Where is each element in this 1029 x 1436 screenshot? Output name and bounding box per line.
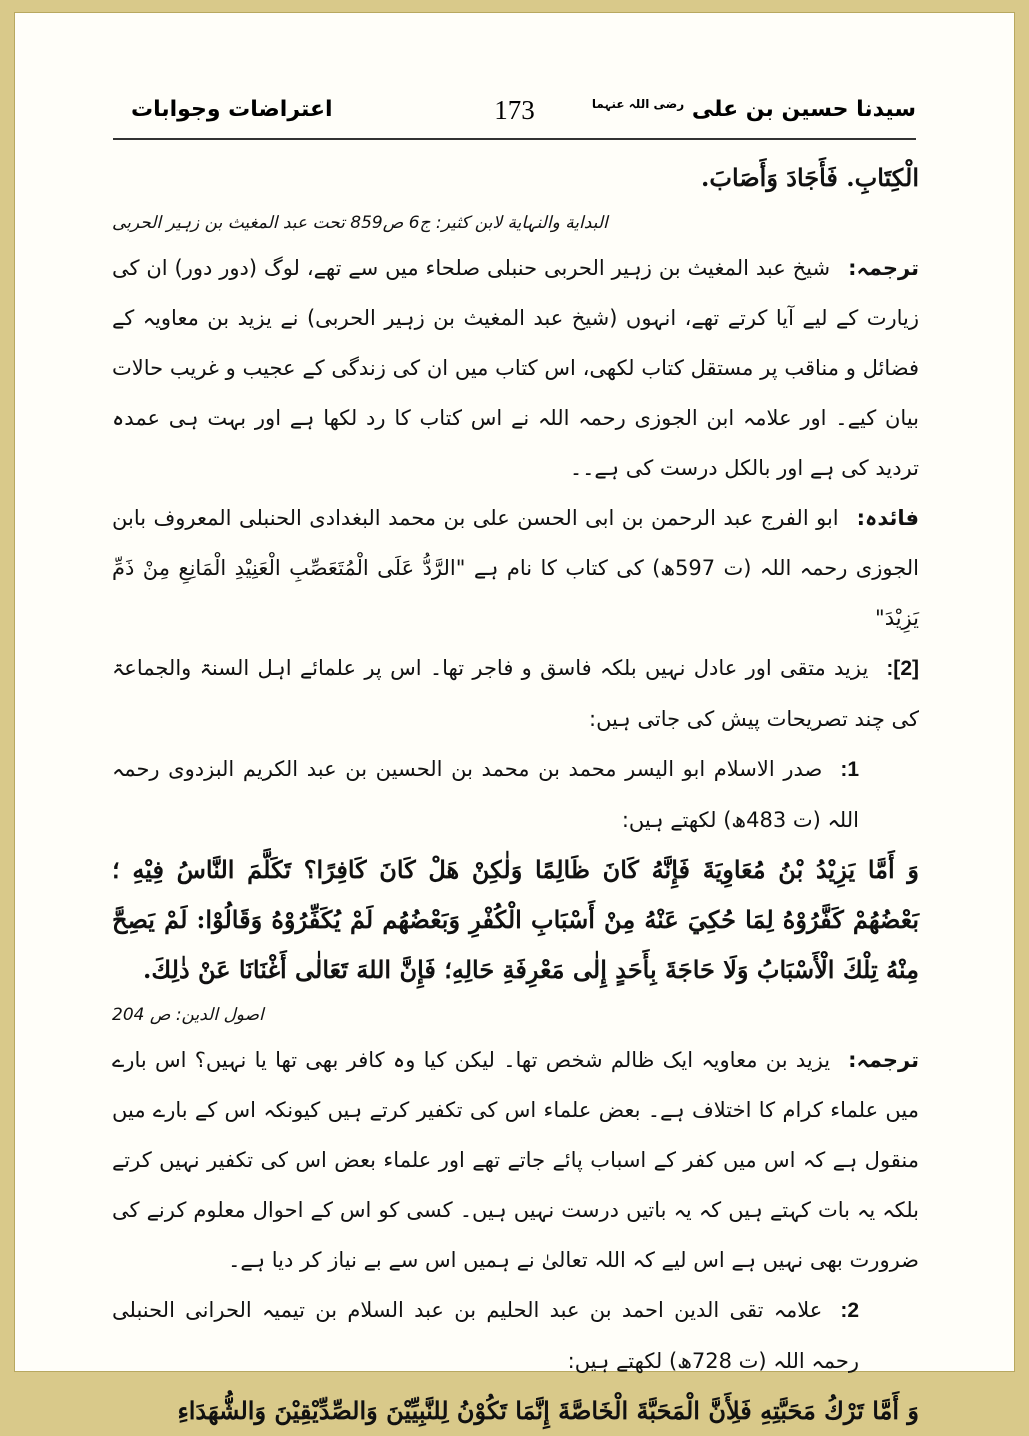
quote-1-intro-text: صدر الاسلام ابو الیسر محمد بن محمد بن الحسین بن عبد الکریم البزدوی رحمہ اللہ (ت 483ھ) لکھتے ہیں: [112, 757, 859, 832]
quote-2-label: 2: [840, 1299, 859, 1322]
note-label: فائدہ: [856, 506, 919, 530]
translation-paragraph [112, 243, 919, 493]
translation-label-2: ترجمہ: [848, 1048, 919, 1072]
page-header [113, 93, 916, 140]
chapter-title: اعتراضات وجوابات [131, 97, 333, 122]
quote-2-intro [112, 1285, 919, 1386]
arabic-quote-2: وَ أَمَّا تَرْكُ مَحَبَّتِهِ فَلِأَنَّ الْمَحَبَّةَ الْخَاصَّةَ إِنَّمَا تَكُوْنُ لِلنَّبِيِّيْنَ وَالصِّدِّيْقِيْنَ وَالشُّهَدَاءِ [177, 1396, 919, 1425]
page-body [112, 153, 919, 1436]
translation-text: شیخ عبد المغیث بن زہیر الحربی حنبلی صلحاء میں سے تھے، لوگ (دور دور) ان کی زیارت کے لیے آیا کرتے تھے، انہوں (شیخ عبد المغیث بن زہیر الحربی) نے یزید بن معاویہ کے فضائل و مناقب پر مستقل کتاب لکھی، اس کتاب میں ان کی زندگی کے عجیب و غریب حالات بیان کیے۔ اور علامہ ابن الجوزی رحمہ اللہ نے اس کتاب کا رد لکھا ہے اور بہت ہی عمدہ تردید کی ہے اور بالکل درست کی ہے۔۔ [112, 256, 919, 480]
book-page [14, 12, 1015, 1425]
page-number: 173 [494, 95, 535, 125]
quote-1-label: 1: [840, 758, 859, 781]
note-paragraph [112, 493, 919, 643]
translation-label: ترجمہ: [848, 256, 919, 280]
translation-paragraph-2 [112, 1035, 919, 1285]
point-2-paragraph [112, 643, 919, 744]
translation-text-2: یزید بن معاویہ ایک ظالم شخص تھا۔ لیکن کیا وہ کافر بھی تھا یا نہیں؟ اس بارے میں علماء کرام کا اختلاف ہے۔ بعض علماء اس کی تکفیر کرتے ہیں کیونکہ اس کے بارے میں منقول ہے کہ اس میں کفر کے اسباب پائے جاتے تھے اور علماء بعض اس کی تکفیر نہیں کرتے بلکہ یہ بات کہتے ہیں کہ یہ باتیں درست نہیں ہیں۔ کسی کو اس کے احوال معلوم کرنے کی ضرورت بھی نہیں ہے اس لیے کہ اللہ تعالیٰ نے ہمیں اس سے بے نیاز کر دیا ہے۔ [112, 1048, 919, 1272]
reference-citation-2: اصول الدین: ص 204 [112, 1005, 264, 1025]
quote-1-intro [112, 744, 919, 845]
note-text: ابو الفرج عبد الرحمن بن ابی الحسن علی بن محمد البغدادی الحنبلی المعروف بابن الجوزی رحمہ اللہ (ت 597ھ) کی کتاب کا نام ہے "الرَّدُّ عَلَى الْمُتَعَصِّبِ الْعَنِيْدِ الْمَانِعِ مِنْ ذَمِّ يَزِيْدَ" [112, 506, 919, 630]
point-2-label: [2]: [886, 657, 919, 680]
arabic-quote-1: وَ أَمَّا يَزِيْدُ بْنُ مُعَاوِيَةَ فَإِنَّهُ كَانَ ظَالِمًا وَلٰكِنْ هَلْ كَانَ كَافِرًا؟ تَكَلَّمَ النَّاسُ فِيْهِ ؛ بَعْضُهُمْ كَفَّرُوْهُ لِمَا حُكِيَ عَنْهُ مِنْ أَسْبَابِ الْكُفْرِ وَبَعْضُهُم لَمْ يُكَفِّرُوْهُ وَقَالُوْا: لَمْ يَصِحَّ مِنْهُ تِلْكَ الْأَسْبَابُ وَلَا حَاجَةَ بِأَحَدٍ إِلٰى مَعْرِفَةِ حَالِهِ؛ فَإِنَّ اللهَ تَعَالٰى أَغْنَانَا عَنْ ذٰلِكَ. [112, 855, 920, 984]
quote-2-intro-text: علامہ تقی الدین احمد بن عبد الحلیم بن عبد السلام بن تیمیہ الحرانی الحنبلی رحمہ اللہ (ت 728ھ) لکھتے ہیں: [112, 1298, 859, 1373]
running-title-text: سیدنا حسین بن علی [691, 97, 916, 122]
point-2-text: یزید متقی اور عادل نہیں بلکہ فاسق و فاجر تھا۔ اس پر علمائے اہل السنۃ والجماعۃ کی چند تصریحات پیش کی جاتی ہیں: [112, 656, 919, 731]
honorific-mark: رضی اللہ عنہما [591, 97, 685, 111]
reference-citation: البدایة والنہایة لابن کثیر: ج6 ص859 تحت عبد المغیث بن زہیر الحربی [112, 213, 608, 233]
arabic-fragment: الْكِتَابِ. فَأَجَادَ وَأَصَابَ. [701, 163, 919, 192]
